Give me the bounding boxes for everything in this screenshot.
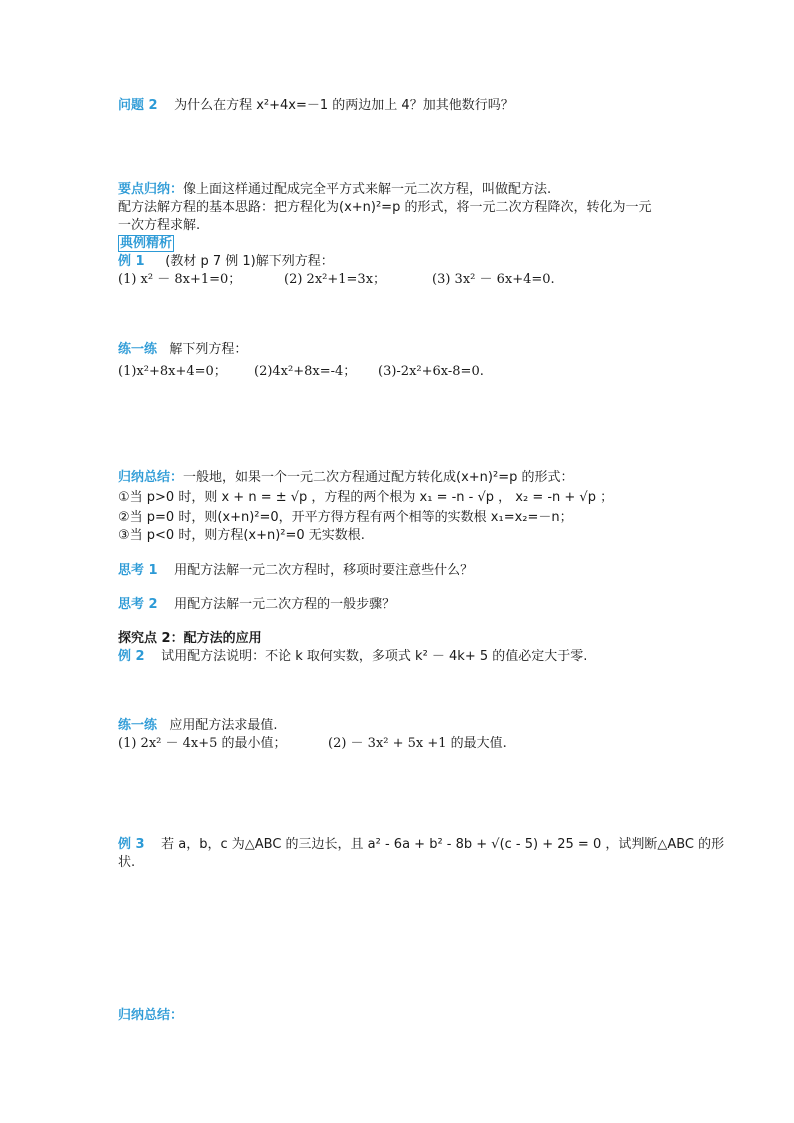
- practice-1-label: 练一练: [118, 342, 158, 357]
- practice-2: [118, 718, 278, 734]
- section-title: [118, 236, 174, 252]
- summary-1-label: 归纳总结：: [118, 470, 184, 485]
- practice-2-label: 练一练: [118, 718, 158, 733]
- think-1-label: 思考 1: [118, 563, 158, 578]
- practice-1-item-1: (1)x²+8x+4=0；: [118, 364, 227, 379]
- example-1-item-1: (1) x² － 8x+1=0；: [118, 272, 242, 287]
- key-points-line1: 像上面这样通过配成完全平方式来解一元二次方程，叫做配方法.: [183, 182, 552, 197]
- example-2-text: 试用配方法说明：不论 k 取何实数，多项式 k² － 4k+ 5 的值必定大于零.: [161, 649, 588, 664]
- key-points-line3: 一次方程求解.: [118, 218, 201, 233]
- example-1-label: 例 1: [118, 254, 145, 269]
- summary-2-label: 归纳总结：: [118, 1008, 184, 1023]
- practice-1: [118, 342, 247, 358]
- key-points-label: 要点归纳：: [118, 182, 184, 197]
- question-2-label: 问题 2: [118, 98, 158, 113]
- example-3-label: 例 3: [118, 837, 145, 852]
- think-2: [118, 597, 395, 613]
- practice-2-item-1: (1) 2x² － 4x+5 的最小值；: [118, 736, 287, 751]
- question-2: [118, 98, 514, 114]
- example-1-text: (教材 p 7 例 1)解下列方程：: [165, 254, 334, 269]
- question-2-text: 为什么在方程 x²+4x=－1 的两边加上 4？加其他数行吗？: [174, 98, 514, 113]
- summary-1-case-3: ③当 p<0 时，则方程(x+n)²=0 无实数根.: [118, 528, 365, 543]
- think-1: [118, 563, 473, 579]
- practice-1-item-3: (3)-2x²+6x-8=0.: [378, 364, 484, 379]
- practice-2-item-2: (2) － 3x² + 5x +1 的最大值.: [328, 736, 507, 751]
- practice-1-text: 解下列方程：: [169, 342, 248, 357]
- practice-1-item-2: (2)4x²+8x=-4；: [254, 364, 357, 379]
- section-title-text: 典例精析: [120, 236, 173, 251]
- example-3-line1: 若 a，b，c 为△ABC 的三边长，且 a² - 6a + b² - 8b + √(c - 5) + 25 = 0 ，试判断△ABC 的形: [161, 837, 725, 852]
- example-3-line2: 状.: [118, 855, 136, 870]
- example-1-item-2: (2) 2x²+1=3x；: [284, 272, 387, 287]
- summary-1: [118, 470, 573, 486]
- practice-2-text: 应用配方法求最值.: [169, 718, 278, 733]
- key-points-line2: 配方法解方程的基本思路：把方程化为(x+n)²=p 的形式，将一元二次方程降次，转化为一元: [118, 200, 652, 215]
- summary-1-case-1: ①当 p>0 时，则 x + n = ± √p ，方程的两个根为 x₁ = -n - √p ， x₂ = -n + √p ；: [118, 490, 614, 505]
- key-points: [118, 182, 551, 198]
- example-1: [118, 254, 334, 270]
- think-1-text: 用配方法解一元二次方程时，移项时要注意些什么？: [174, 563, 474, 578]
- summary-2: [118, 1008, 183, 1024]
- example-2: [118, 649, 587, 665]
- think-2-text: 用配方法解一元二次方程的一般步骤？: [174, 597, 396, 612]
- example-3: [118, 837, 724, 853]
- example-1-item-3: (3) 3x² － 6x+4=0.: [432, 272, 555, 287]
- summary-1-line1: 一般地，如果一个一元二次方程通过配方转化成(x+n)²=p 的形式：: [183, 470, 574, 485]
- exploration-2-title: 探究点 2：配方法的应用: [118, 631, 262, 646]
- example-2-label: 例 2: [118, 649, 145, 664]
- summary-1-case-2: ②当 p=0 时，则(x+n)²=0，开平方得方程有两个相等的实数根 x₁=x₂=－n；: [118, 510, 573, 525]
- think-2-label: 思考 2: [118, 597, 158, 612]
